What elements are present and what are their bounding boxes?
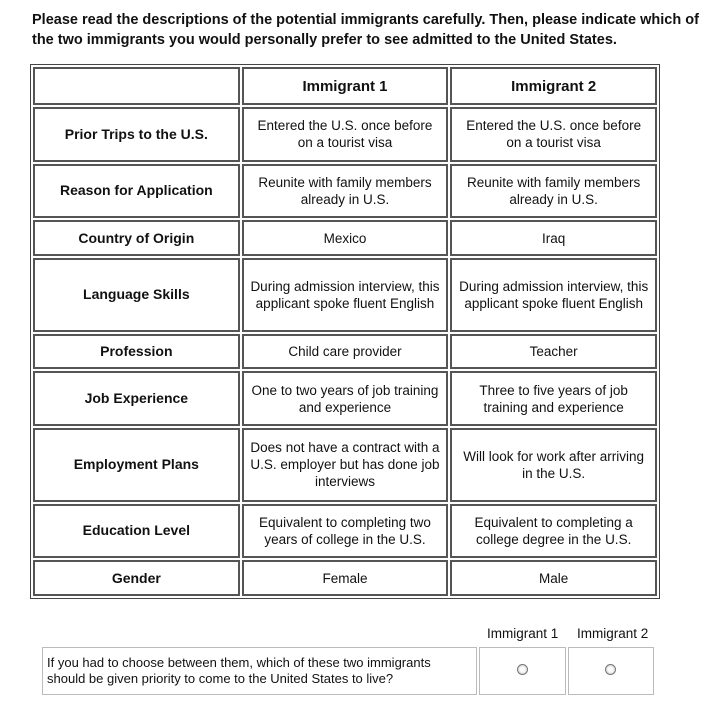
radio-immigrant-1[interactable] [517,664,528,675]
immigrant-2-value: Equivalent to completing a college degree in the U.S. [450,504,657,559]
immigrant-comparison-table [30,64,660,599]
question-text: If you had to choose between them, which of these two immigrants should be given priority to come to the United States to live? [42,647,477,695]
header-immigrant-1: Immigrant 1 [242,67,449,105]
table-row [33,164,657,219]
table-header-row [33,67,657,105]
table-row [33,504,657,559]
attribute-label: Profession [33,334,240,370]
immigrant-1-value: Reunite with family members already in U.S. [242,164,449,219]
table-row [33,428,657,502]
radio-cell-immigrant-2 [568,647,654,695]
immigrant-2-value: Entered the U.S. once before on a tourist visa [450,107,657,162]
immigrant-2-value: Teacher [450,334,657,370]
immigrant-1-value: During admission interview, this applicant spoke fluent English [242,258,449,332]
immigrant-2-value: Three to five years of job training and experience [450,371,657,426]
radio-immigrant-2[interactable] [605,664,616,675]
immigrant-2-value: Iraq [450,220,657,256]
immigrant-1-value: Entered the U.S. once before on a tourist visa [242,107,449,162]
table-row [33,258,657,332]
immigrant-1-value: Child care provider [242,334,449,370]
instructions-text: Please read the descriptions of the potential immigrants carefully. Then, please indicate which of the two immigrants you would personally prefer to see admitted to the United States. [32,12,699,48]
attribute-label: Job Experience [33,371,240,426]
immigrant-2-value: During admission interview, this applicant spoke fluent English [450,258,657,332]
radio-cell-immigrant-1 [479,647,565,695]
choice-header-immigrant-2: Immigrant 2 [577,626,649,641]
preference-question [40,645,656,697]
attribute-label: Language Skills [33,258,240,332]
table-row [33,220,657,256]
header-immigrant-2: Immigrant 2 [450,67,657,105]
attribute-label: Employment Plans [33,428,240,502]
table-row [33,560,657,596]
immigrant-2-value: Male [450,560,657,596]
table-row [33,371,657,426]
attribute-label: Country of Origin [33,220,240,256]
immigrant-1-value: Does not have a contract with a U.S. employer but has done job interviews [242,428,449,502]
immigrant-1-value: One to two years of job training and experience [242,371,449,426]
table-row [33,334,657,370]
attribute-label: Prior Trips to the U.S. [33,107,240,162]
attribute-label: Gender [33,560,240,596]
immigrant-1-value: Equivalent to completing two years of college in the U.S. [242,504,449,559]
table-row [33,107,657,162]
immigrant-2-value: Will look for work after arriving in the U.S. [450,428,657,502]
attribute-label: Reason for Application [33,164,240,219]
attribute-label: Education Level [33,504,240,559]
header-blank-cell [33,67,240,105]
immigrant-2-value: Reunite with family members already in U.S. [450,164,657,219]
immigrant-1-value: Mexico [242,220,449,256]
immigrant-1-value: Female [242,560,449,596]
choice-header-immigrant-1: Immigrant 1 [487,626,559,641]
